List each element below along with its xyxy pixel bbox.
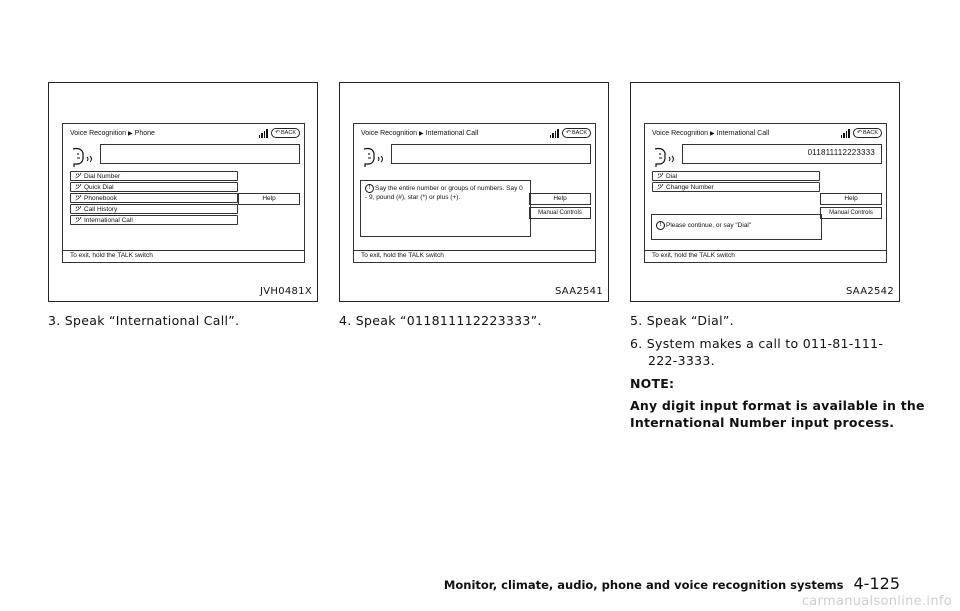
menu-item-dial[interactable] xyxy=(652,171,820,181)
speaking-face-icon xyxy=(360,147,388,169)
breadcrumb-current: Phone xyxy=(134,129,155,137)
menu-item-quick-dial[interactable] xyxy=(70,182,238,192)
voice-command-icon: ツ xyxy=(74,195,80,202)
vr-screen xyxy=(62,123,305,263)
screen-header xyxy=(652,127,882,139)
menu-item-call-history[interactable] xyxy=(70,204,238,214)
step-6-line1: 6. System makes a call to 011-81-111- xyxy=(630,336,884,351)
back-label: BACK xyxy=(572,130,587,136)
menu-item-label: Dial Number xyxy=(84,172,121,180)
talk-switch-hint: To exit, hold the TALK switch xyxy=(63,250,304,262)
figure-code: JVH0481X xyxy=(259,286,312,297)
breadcrumb-arrow-icon: ▶ xyxy=(419,130,424,137)
note-heading: NOTE: xyxy=(630,376,675,391)
back-button[interactable] xyxy=(271,128,300,138)
figure-code: SAA2541 xyxy=(554,286,603,297)
page-footer xyxy=(444,574,900,593)
menu-item-phonebook[interactable] xyxy=(70,193,238,203)
menu-item-label: International Call xyxy=(84,216,133,224)
step-3: 3. Speak “International Call”. xyxy=(48,313,240,328)
command-menu xyxy=(70,171,238,226)
return-arrow-icon: ↶ xyxy=(274,130,281,136)
return-arrow-icon: ↶ xyxy=(565,130,572,136)
menu-item-international-call[interactable] xyxy=(70,215,238,225)
figure-phone-menu xyxy=(48,82,318,302)
info-icon: ! xyxy=(656,221,665,230)
back-label: BACK xyxy=(863,130,878,136)
command-menu xyxy=(652,171,820,193)
back-button[interactable] xyxy=(853,128,882,138)
step-6-line2: 222-3333. xyxy=(648,353,715,368)
help-button[interactable]: Help xyxy=(820,193,882,205)
speaking-face-icon xyxy=(69,147,97,169)
number-display-field xyxy=(100,144,300,164)
note-line-2: International Number input process. xyxy=(630,415,895,430)
screen-header xyxy=(70,127,300,139)
menu-item-dial-number[interactable] xyxy=(70,171,238,181)
signal-strength-icon xyxy=(259,129,268,138)
help-button[interactable]: Help xyxy=(238,193,300,205)
number-display-field: 011811112223333 xyxy=(682,144,882,164)
voice-command-icon: ツ xyxy=(656,173,662,180)
info-message-box xyxy=(651,214,822,240)
voice-command-icon: ツ xyxy=(74,206,80,213)
step-4: 4. Speak “011811112223333”. xyxy=(339,313,542,328)
page-number: 4-125 xyxy=(853,574,900,593)
signal-strength-icon xyxy=(550,129,559,138)
info-message: Say the entire number or groups of numbers. Say 0 - 9, pound (#), star (*) or plus (+). xyxy=(365,185,523,202)
talk-switch-hint: To exit, hold the TALK switch xyxy=(645,250,886,262)
note-line-1: Any digit input format is available in the xyxy=(630,398,925,413)
figure-dial-confirm xyxy=(630,82,900,302)
section-title: Monitor, climate, audio, phone and voice recognition systems xyxy=(443,578,844,592)
menu-item-change-number[interactable] xyxy=(652,182,820,192)
signal-strength-icon xyxy=(841,129,850,138)
menu-item-label: Quick Dial xyxy=(84,183,114,191)
breadcrumb-arrow-icon: ▶ xyxy=(710,130,715,137)
menu-item-label: Dial xyxy=(666,172,678,180)
step-5: 5. Speak “Dial”. xyxy=(630,313,734,328)
vr-screen xyxy=(353,123,596,263)
voice-command-icon: ツ xyxy=(74,184,80,191)
menu-item-label: Phonebook xyxy=(84,194,117,202)
breadcrumb-current: International Call xyxy=(716,129,770,137)
number-display-field xyxy=(391,144,591,164)
help-button[interactable]: Help xyxy=(529,193,591,205)
screen-header xyxy=(361,127,591,139)
back-label: BACK xyxy=(281,130,296,136)
voice-command-icon: ツ xyxy=(656,184,662,191)
breadcrumb-current: International Call xyxy=(425,129,479,137)
watermark: carmanualsonline.info xyxy=(801,594,952,609)
speaking-face-icon xyxy=(651,147,679,169)
info-message: Please continue, or say "Dial" xyxy=(666,222,752,230)
menu-item-label: Change Number xyxy=(666,183,714,191)
talk-switch-hint: To exit, hold the TALK switch xyxy=(354,250,595,262)
breadcrumb-root: Voice Recognition xyxy=(652,129,709,137)
breadcrumb-root: Voice Recognition xyxy=(70,129,127,137)
voice-command-icon: ツ xyxy=(74,217,80,224)
breadcrumb-root: Voice Recognition xyxy=(361,129,418,137)
back-button[interactable] xyxy=(562,128,591,138)
vr-screen xyxy=(644,123,887,263)
figure-code: SAA2542 xyxy=(845,286,894,297)
return-arrow-icon: ↶ xyxy=(856,130,863,136)
breadcrumb-arrow-icon: ▶ xyxy=(128,130,133,137)
menu-item-label: Call History xyxy=(84,205,118,213)
manual-controls-button[interactable]: Manual Controls xyxy=(529,207,591,219)
voice-command-icon: ツ xyxy=(74,173,80,180)
figure-international-call xyxy=(339,82,609,302)
info-icon: ! xyxy=(365,184,374,193)
info-message-box xyxy=(360,180,531,237)
manual-controls-button[interactable]: Manual Controls xyxy=(820,207,882,219)
